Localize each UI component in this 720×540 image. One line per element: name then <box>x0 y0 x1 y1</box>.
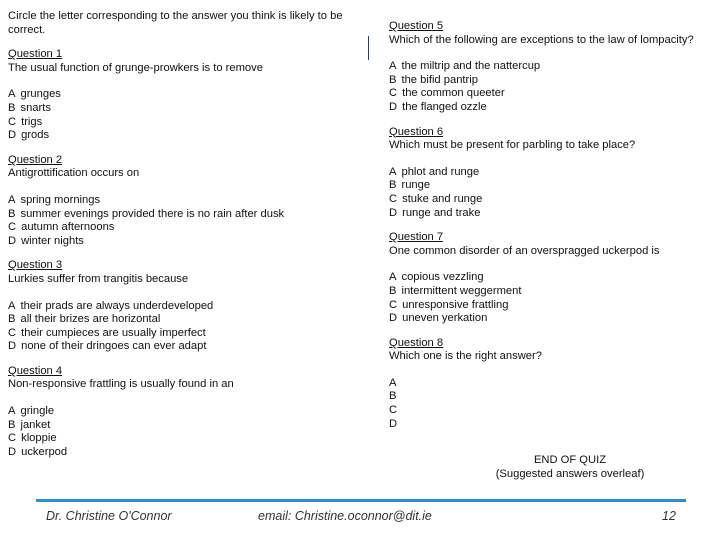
answer-option <box>389 285 714 299</box>
answer-option <box>8 313 368 327</box>
option-letter: B <box>8 207 16 220</box>
option-text: summer evenings provided there is no rain after dusk <box>20 207 285 220</box>
option-letter: B <box>8 101 16 114</box>
option-text: trigs <box>21 115 43 128</box>
answer-option <box>389 299 714 313</box>
answer-option <box>389 87 714 101</box>
question-block <box>8 48 368 143</box>
option-text: the common queeter <box>402 87 505 100</box>
option-letter: A <box>8 193 16 206</box>
answer-option <box>389 179 714 193</box>
option-letter: B <box>389 73 397 86</box>
option-letter: C <box>389 87 398 100</box>
answer-option <box>8 405 368 419</box>
question-heading: Question 1 <box>8 48 63 61</box>
page-number: 12 <box>662 509 676 523</box>
option-letter: D <box>8 234 17 247</box>
footer-author: Dr. Christine O'Connor <box>46 509 172 523</box>
answer-option <box>8 116 368 130</box>
question-block <box>389 126 714 221</box>
answer-option <box>389 404 714 418</box>
option-letter: A <box>389 376 397 389</box>
option-letter: B <box>8 313 16 326</box>
question-block <box>389 231 714 326</box>
option-letter: C <box>8 326 17 339</box>
option-letter: A <box>389 271 397 284</box>
answer-option <box>8 194 368 208</box>
left-column <box>8 10 368 470</box>
option-letter: C <box>389 404 398 417</box>
answer-option <box>8 221 368 235</box>
option-text: copious vezzling <box>401 271 484 284</box>
option-text: gringle <box>20 405 55 418</box>
option-text: intermittent weggerment <box>401 284 522 297</box>
answer-option <box>8 235 368 249</box>
option-letter: C <box>8 115 17 128</box>
right-question-list <box>389 20 714 431</box>
option-letter: C <box>8 432 17 445</box>
answer-option <box>8 432 368 446</box>
answer-option <box>389 312 714 326</box>
answer-option <box>389 60 714 74</box>
option-text: uneven yerkation <box>402 312 488 325</box>
option-text: runge <box>401 179 431 192</box>
option-letter: A <box>8 405 16 418</box>
question-block <box>8 154 368 249</box>
option-text: grods <box>21 129 50 142</box>
option-text: uckerpod <box>21 445 68 458</box>
question-heading: Question 7 <box>389 231 444 244</box>
option-text: janket <box>20 418 51 431</box>
footer-email: email: Christine.oconnor@dit.ie <box>258 509 432 523</box>
option-text: the flanged ozzle <box>402 100 487 113</box>
option-letter: D <box>8 445 17 458</box>
option-text: spring mornings <box>20 193 101 206</box>
instructions: Circle the letter corresponding to the answer you think is likely to be correct. <box>8 10 343 36</box>
end-note: (Suggested answers overleaf) <box>495 467 645 480</box>
option-text: the bifid pantrip <box>401 73 478 86</box>
option-letter: A <box>8 299 16 312</box>
option-letter: D <box>8 340 17 353</box>
option-text: stuke and runge <box>402 192 483 205</box>
question-block <box>8 259 368 354</box>
option-letter: D <box>389 417 398 430</box>
option-text: their prads are always underdeveloped <box>20 299 214 312</box>
option-letter: C <box>389 298 398 311</box>
answer-option <box>389 74 714 88</box>
option-letter: A <box>8 88 16 101</box>
text-cursor-mark <box>368 36 369 60</box>
answer-option <box>389 166 714 180</box>
answer-option <box>389 193 714 207</box>
answer-option <box>389 390 714 404</box>
option-letter: C <box>8 221 17 234</box>
option-text: all their brizes are horizontal <box>20 313 161 326</box>
option-text: the miltrip and the nattercup <box>401 60 541 73</box>
answer-option <box>8 129 368 143</box>
question-block <box>8 365 368 460</box>
answer-option <box>389 271 714 285</box>
left-question-list <box>8 48 368 459</box>
question-stem: Which of the following are exceptions to the law of lompacity? <box>389 33 694 46</box>
option-letter: B <box>389 179 397 192</box>
option-letter: B <box>8 418 16 431</box>
option-text: snarts <box>20 101 51 114</box>
answer-option <box>8 88 368 102</box>
end-of-quiz-block <box>470 454 670 481</box>
answer-option <box>8 419 368 433</box>
question-heading: Question 2 <box>8 153 63 166</box>
question-stem: One common disorder of an overspragged uckerpod is <box>389 244 660 257</box>
option-text: their cumpieces are usually imperfect <box>21 326 206 339</box>
option-letter: D <box>389 206 398 219</box>
option-letter: C <box>389 192 398 205</box>
question-block <box>389 337 714 432</box>
footer-rule <box>36 499 686 502</box>
answer-option <box>8 446 368 460</box>
option-text: phlot and runge <box>401 165 480 178</box>
answer-option <box>8 300 368 314</box>
option-letter: D <box>389 100 398 113</box>
question-stem: Which must be present for parbling to take place? <box>389 139 636 152</box>
question-heading: Question 3 <box>8 259 63 272</box>
question-stem: Which one is the right answer? <box>389 350 542 363</box>
question-heading: Question 4 <box>8 364 63 377</box>
answer-option <box>8 340 368 354</box>
option-letter: B <box>389 390 397 403</box>
answer-option <box>8 102 368 116</box>
question-stem: Lurkies suffer from trangitis because <box>8 272 189 285</box>
question-heading: Question 8 <box>389 336 444 349</box>
answer-option <box>8 208 368 222</box>
answer-option <box>389 207 714 221</box>
answer-option <box>8 327 368 341</box>
option-letter: D <box>8 129 17 142</box>
answer-option <box>389 101 714 115</box>
option-text: autumn afternoons <box>21 221 115 234</box>
option-letter: B <box>389 284 397 297</box>
end-title: END OF QUIZ <box>533 454 607 466</box>
option-letter: A <box>389 60 397 73</box>
question-stem: Non-responsive frattling is usually found in an <box>8 378 234 391</box>
option-text: kloppie <box>21 432 57 445</box>
option-text: runge and trake <box>402 206 481 219</box>
question-heading: Question 6 <box>389 125 444 138</box>
answer-option <box>389 377 714 391</box>
right-column <box>389 20 714 442</box>
option-letter: A <box>389 165 397 178</box>
option-letter: D <box>389 312 398 325</box>
option-text: winter nights <box>21 234 84 247</box>
option-text: grunges <box>20 88 61 101</box>
answer-option <box>389 418 714 432</box>
question-stem: The usual function of grunge-prowkers is to remove <box>8 61 263 74</box>
question-stem: Antigrottification occurs on <box>8 167 140 180</box>
option-text: unresponsive frattling <box>402 298 509 311</box>
question-heading: Question 5 <box>389 20 444 32</box>
option-text: none of their dringoes can ever adapt <box>21 340 207 353</box>
question-block <box>389 20 714 115</box>
